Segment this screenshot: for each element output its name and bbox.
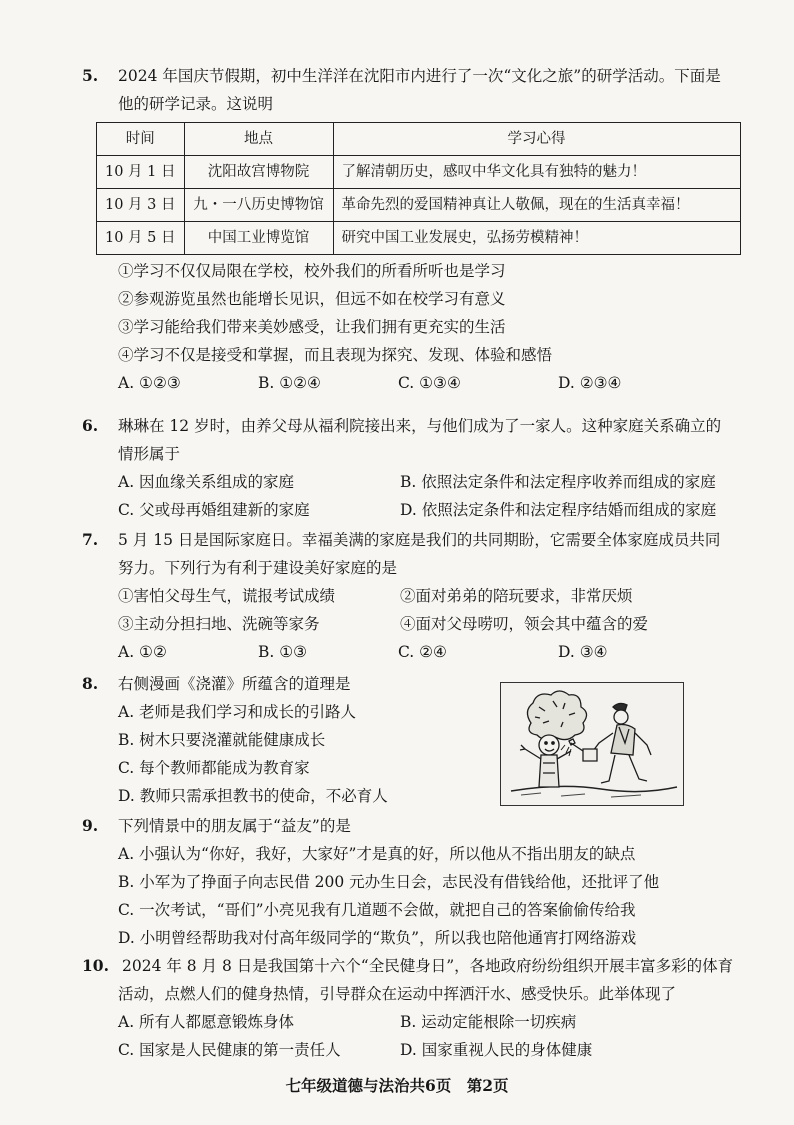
study-record-table (96, 122, 741, 255)
option-b[interactable]: B. 运动定能根除一切疾病 (400, 1013, 577, 1031)
question-10 (82, 952, 754, 1064)
statement-4: ④学习不仅是接受和掌握，而且表现为探究、发现、体验和感悟 (118, 346, 553, 364)
question-number: 9. (82, 816, 99, 835)
answer-options (82, 638, 754, 666)
question-number: 7. (82, 530, 99, 549)
answer-options-row1 (82, 468, 754, 496)
option-d[interactable]: D. 国家重视人民的身体健康 (400, 1041, 593, 1059)
statement-1: ①学习不仅仅局限在学校，校外我们的所看所听也是学习 (118, 262, 506, 280)
option-c[interactable]: C. 国家是人民健康的第一责任人 (118, 1041, 341, 1059)
question-stem-line1: 右侧漫画《浇灌》所蕴含的道理是 (118, 675, 351, 693)
watering-cartoon (500, 682, 684, 806)
question-number: 5. (82, 66, 99, 85)
table-cell: 中国工业博览馆 (184, 222, 333, 255)
table-row (97, 222, 741, 255)
answer-options-row2 (82, 1036, 754, 1064)
option-c[interactable]: C. 一次考试，“哥们”小亮见我有几道题不会做，就把自己的答案偷偷传给我 (118, 901, 636, 919)
statement-2: ②参观游览虽然也能增长见识，但远不如在校学习有意义 (118, 290, 506, 308)
question-stem-line1: 琳琳在 12 岁时，由养父母从福利院接出来，与他们成为了一家人。这种家庭关系确立的 (118, 417, 722, 435)
question-stem-line1: 下列情景中的朋友属于“益友”的是 (118, 817, 351, 835)
question-stem-line1: 2024 年国庆节假期，初中生洋洋在沈阳市内进行了一次“文化之旅”的研学活动。下面是 (118, 67, 721, 85)
question-7 (82, 526, 754, 666)
answer-options-row2 (82, 496, 754, 524)
option-d[interactable]: D. 小明曾经帮助我对付高年级同学的“欺负”，所以我也陪他通宵打网络游戏 (118, 929, 637, 947)
option-c[interactable]: C. ①③④ (398, 374, 461, 392)
option-a[interactable]: A. 小强认为“你好，我好，大家好”才是真的好，所以他从不指出朋友的缺点 (118, 845, 636, 863)
option-c[interactable]: C. 父或母再婚组建新的家庭 (118, 501, 310, 519)
question-stem-line2: 他的研学记录。这说明 (118, 95, 274, 113)
table-header-place: 地点 (184, 123, 333, 156)
question-number: 8. (82, 674, 99, 693)
table-cell: 了解清朝历史，感叹中华文化具有独特的魅力！ (333, 156, 740, 189)
table-cell: 10 月 3 日 (97, 189, 185, 222)
table-header-row (97, 123, 741, 156)
question-stem-line1: 2024 年 8 月 8 日是我国第十六个“全民健身日”，各地政府纷纷组织开展丰富多彩的体育 (122, 957, 734, 975)
option-b[interactable]: B. 依照法定条件和法定程序收养而组成的家庭 (400, 473, 716, 491)
statement-3: ③主动分担扫地、洗碗等家务 (118, 615, 320, 633)
option-a[interactable]: A. 所有人都愿意锻炼身体 (118, 1013, 295, 1031)
option-a[interactable]: A. 老师是我们学习和成长的引路人 (118, 703, 357, 721)
statement-1: ①害怕父母生气，谎报考试成绩 (118, 587, 336, 605)
question-6 (82, 412, 754, 524)
option-a[interactable]: A. ①② (118, 643, 167, 661)
question-stem-line2: 情形属于 (118, 445, 181, 463)
table-header-time: 时间 (97, 123, 185, 156)
table-row (97, 156, 741, 189)
question-stem-line1: 5 月 15 日是国际家庭日。幸福美满的家庭是我们的共同期盼，它需要全体家庭成员共同 (118, 531, 721, 549)
question-stem-line2: 活动，点燃人们的健身热情，引导群众在运动中挥洒汗水、感受快乐。此举体现了 (118, 985, 677, 1003)
option-d[interactable]: D. 教师只需承担教书的使命，不必育人 (118, 787, 388, 805)
statement-3: ③学习能给我们带来美妙感受，让我们拥有更充实的生活 (118, 318, 506, 336)
question-number: 10. (82, 956, 109, 975)
table-cell: 10 月 1 日 (97, 156, 185, 189)
statement-2: ②面对弟弟的陪玩要求，非常厌烦 (400, 587, 633, 605)
option-a[interactable]: A. ①②③ (118, 374, 181, 392)
statements-row1 (82, 582, 754, 610)
option-b[interactable]: B. ①③ (258, 643, 308, 661)
option-c[interactable]: C. 每个教师都能成为教育家 (118, 759, 310, 777)
cartoon-drawing (501, 683, 683, 805)
answer-options-row1 (82, 1008, 754, 1036)
question-5 (82, 62, 754, 397)
option-b[interactable]: B. 小军为了挣面子向志民借 200 元办生日会，志民没有借钱给他，还批评了他 (118, 873, 660, 891)
table-cell: 九・一八历史博物馆 (184, 189, 333, 222)
question-9 (82, 812, 754, 952)
statements-row2 (82, 610, 754, 638)
question-stem-line2: 努力。下列行为有利于建设美好家庭的是 (118, 559, 398, 577)
table-cell: 10 月 5 日 (97, 222, 185, 255)
option-b[interactable]: B. ①②④ (258, 374, 321, 392)
option-d[interactable]: D. ③④ (558, 643, 608, 661)
question-8 (82, 670, 482, 810)
option-b[interactable]: B. 树木只要浇灌就能健康成长 (118, 731, 326, 749)
table-cell: 沈阳故宫博物院 (184, 156, 333, 189)
question-number: 6. (82, 416, 99, 435)
answer-options (82, 369, 754, 397)
table-cell: 革命先烈的爱国精神真让人敬佩，现在的生活真幸福！ (333, 189, 740, 222)
option-a[interactable]: A. 因血缘关系组成的家庭 (118, 473, 295, 491)
page-footer: 七年级道德与法治共6页 第2页 (285, 1076, 509, 1095)
table-cell: 研究中国工业发展史，弘扬劳模精神！ (333, 222, 740, 255)
statement-4: ④面对父母唠叨，领会其中蕴含的爱 (400, 615, 649, 633)
table-header-notes: 学习心得 (333, 123, 740, 156)
option-d[interactable]: D. 依照法定条件和法定程序结婚而组成的家庭 (400, 501, 717, 519)
table-row (97, 189, 741, 222)
option-c[interactable]: C. ②④ (398, 643, 447, 661)
option-d[interactable]: D. ②③④ (558, 374, 622, 392)
